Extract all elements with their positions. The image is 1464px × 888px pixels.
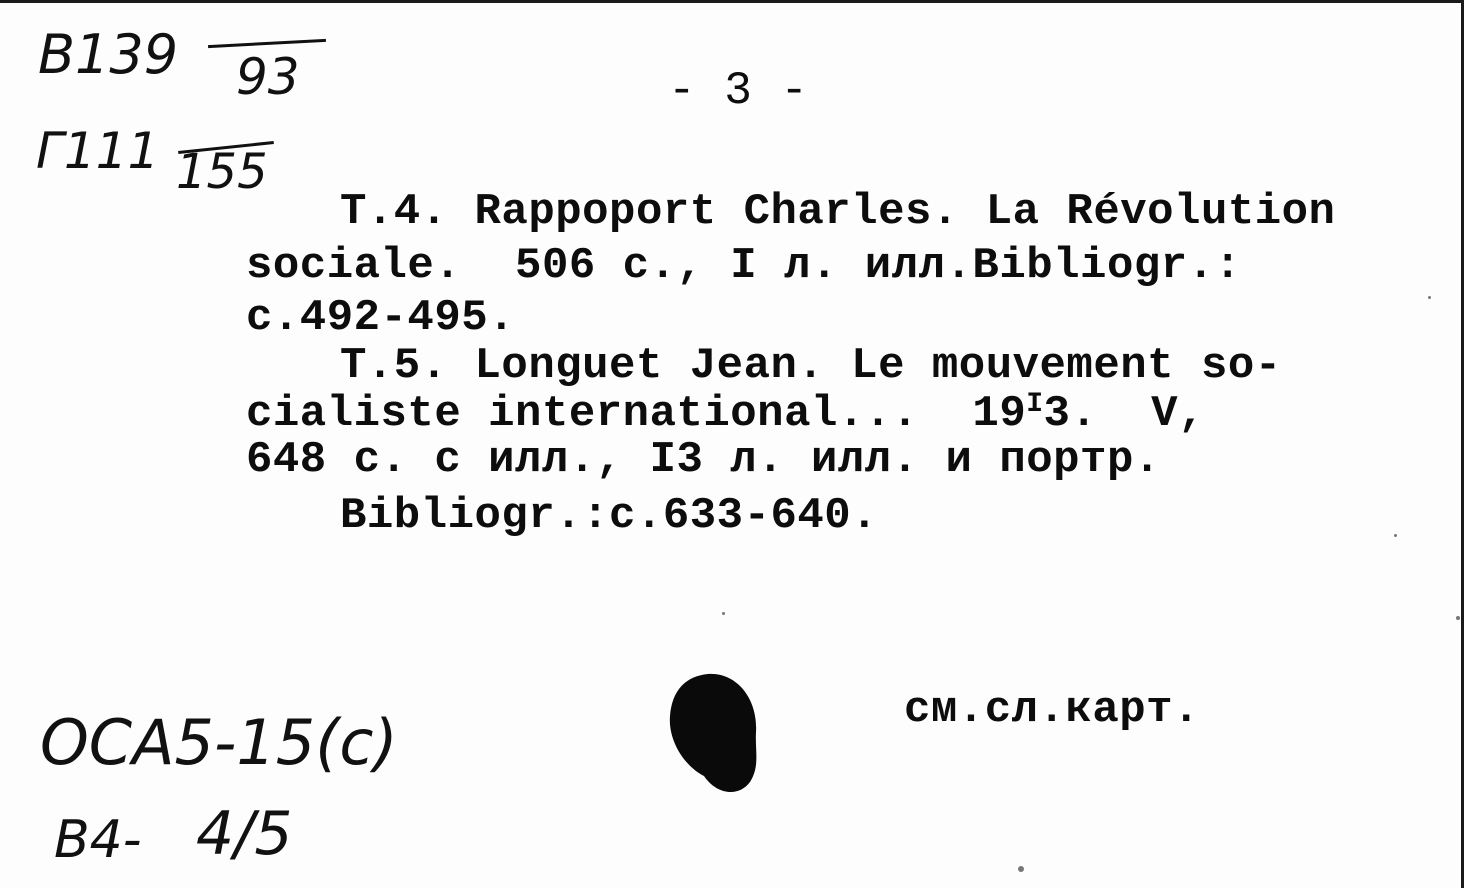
location-mark-2-fraction: 4/5: [196, 799, 293, 869]
card-top-edge: [0, 0, 1464, 3]
scan-speck: [722, 612, 725, 615]
shelf-mark-1-divider: [208, 39, 326, 48]
shelf-mark-2-sub: 155: [176, 144, 268, 200]
scan-speck: [1394, 534, 1397, 537]
scan-speck: [1428, 296, 1431, 299]
shelf-mark-1-sub: 93: [236, 48, 300, 106]
scan-speck: [1018, 866, 1024, 872]
entry-t5-line2-sup: I: [1026, 389, 1044, 420]
entry-t5-line2-post: 3. V,: [1043, 389, 1205, 439]
location-mark-2: В4-: [54, 810, 142, 870]
entry-t4-line1: T.4. Rappoport Charles. La Révolution: [340, 187, 1336, 237]
shelf-mark-2: Г111: [36, 122, 160, 180]
scan-speck: [1456, 616, 1460, 620]
entry-t4-line3: с.492-495.: [246, 293, 516, 343]
entry-t5-line2: [246, 389, 1205, 439]
entry-t5-line2-pre: cialiste international... 19: [246, 389, 1027, 439]
shelf-mark-1: В139: [38, 23, 179, 86]
location-mark-1: ОСА5-15(с): [40, 706, 398, 779]
see-next-card: см.сл.карт.: [904, 685, 1200, 735]
entry-t5-line3: 648 с. с илл., I3 л. илл. и портр.: [246, 435, 1161, 485]
entry-t5-line1: T.5. Longuet Jean. Le mouvement so-: [340, 341, 1282, 391]
page-number: - 3 -: [668, 65, 809, 117]
punch-hole-mark: [664, 670, 762, 798]
entry-t5-line4: Bibliogr.:с.633-640.: [340, 491, 879, 541]
entry-t4-line2: sociale. 506 с., I л. илл.Bibliogr.:: [246, 241, 1242, 291]
